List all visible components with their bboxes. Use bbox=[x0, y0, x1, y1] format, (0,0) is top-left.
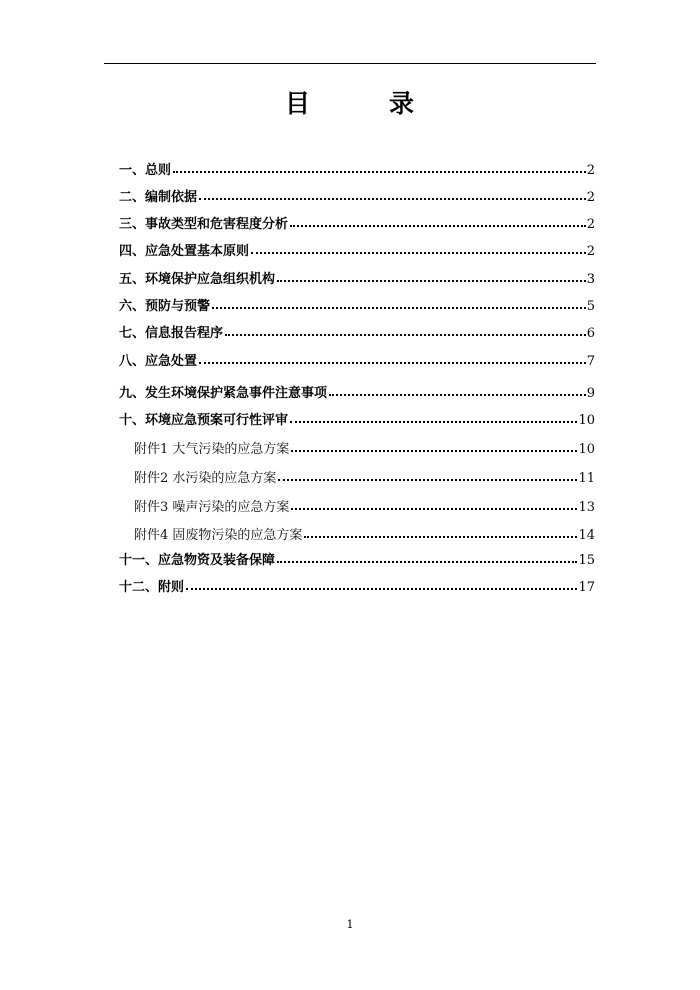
toc-entry-label: 附件1 大气污染的应急方案 bbox=[134, 442, 290, 457]
toc-entry-label: 十一、应急物资及装备保障 bbox=[119, 553, 276, 568]
page-number: 1 bbox=[346, 918, 354, 931]
toc-entry-label: 七、信息报告程序 bbox=[119, 326, 224, 341]
toc-dot-leader bbox=[212, 307, 586, 309]
toc-entry-label: 一、总则 bbox=[119, 163, 172, 178]
toc-entry-page: 2 bbox=[586, 163, 595, 178]
toc-entry-page: 5 bbox=[586, 299, 595, 314]
header-rule bbox=[104, 63, 596, 64]
toc-dot-leader bbox=[277, 561, 577, 563]
toc-entry-page: 13 bbox=[578, 500, 595, 515]
toc-entry-organization[interactable] bbox=[119, 270, 595, 290]
toc-dot-leader bbox=[251, 252, 586, 254]
toc-entry-page: 17 bbox=[578, 580, 595, 595]
toc-dot-leader bbox=[291, 508, 577, 510]
toc-entry-label: 二、编制依据 bbox=[119, 190, 198, 205]
title-char-2: 录 bbox=[389, 89, 416, 118]
toc-entry-basic-principles[interactable] bbox=[119, 242, 595, 262]
toc-dot-leader bbox=[304, 536, 577, 538]
toc-dot-leader bbox=[186, 588, 577, 590]
toc-entry-label: 三、事故类型和危害程度分析 bbox=[119, 217, 289, 232]
toc-dot-leader bbox=[291, 450, 577, 452]
toc-entry-general-provisions[interactable] bbox=[119, 161, 595, 181]
toc-entry-feasibility-review[interactable] bbox=[119, 411, 595, 431]
toc-entry-page: 14 bbox=[578, 528, 595, 543]
toc-entry-page: 7 bbox=[586, 354, 595, 369]
toc-entry-compilation-basis[interactable] bbox=[119, 188, 595, 208]
toc-entry-page: 2 bbox=[586, 244, 595, 259]
title-char-1: 目 bbox=[284, 89, 311, 118]
toc-entry-label: 六、预防与预警 bbox=[119, 299, 211, 314]
toc-entry-page: 2 bbox=[586, 217, 595, 232]
toc-entry-page: 3 bbox=[586, 272, 595, 287]
toc-entry-label: 九、发生环境保护紧急事件注意事项 bbox=[119, 386, 328, 401]
toc-dot-leader bbox=[290, 225, 586, 227]
toc-entry-label: 附件3 噪声污染的应急方案 bbox=[134, 500, 290, 515]
toc-entry-label: 四、应急处置基本原则 bbox=[119, 244, 250, 259]
toc-entry-reporting-procedure[interactable] bbox=[119, 324, 595, 344]
toc-dot-leader bbox=[199, 198, 586, 200]
toc-entry-annex-3[interactable] bbox=[134, 498, 595, 518]
toc-entry-page: 11 bbox=[578, 471, 595, 486]
toc-entry-page: 2 bbox=[586, 190, 595, 205]
toc-entry-label: 十二、附则 bbox=[119, 580, 185, 595]
toc-entry-label: 附件2 水污染的应急方案 bbox=[134, 471, 277, 486]
toc-entry-emergency-handling[interactable] bbox=[119, 352, 595, 372]
toc-entry-precautions[interactable] bbox=[119, 384, 595, 404]
toc-entry-page: 9 bbox=[586, 386, 595, 401]
toc-dot-leader bbox=[278, 479, 577, 481]
toc-dot-leader bbox=[290, 421, 577, 423]
toc-entry-annex-1[interactable] bbox=[134, 440, 595, 460]
toc-dot-leader bbox=[225, 334, 586, 336]
toc-dot-leader bbox=[173, 171, 586, 173]
toc-entry-materials-equipment[interactable] bbox=[119, 551, 595, 571]
page-title bbox=[104, 86, 596, 122]
toc-dot-leader bbox=[199, 362, 586, 364]
toc-dot-leader bbox=[329, 394, 586, 396]
toc-entry-prevention-warning[interactable] bbox=[119, 297, 595, 317]
toc-entry-page: 15 bbox=[578, 553, 595, 568]
toc-entry-page: 10 bbox=[578, 442, 595, 457]
toc-entry-label: 十、环境应急预案可行性评审 bbox=[119, 413, 289, 428]
toc-dot-leader bbox=[277, 280, 586, 282]
toc-entry-page: 10 bbox=[578, 413, 595, 428]
toc-entry-annex-4[interactable] bbox=[134, 526, 595, 546]
toc-entry-label: 五、环境保护应急组织机构 bbox=[119, 272, 276, 287]
toc-entry-label: 八、应急处置 bbox=[119, 354, 198, 369]
toc-entry-annex-2[interactable] bbox=[134, 469, 595, 489]
toc-entry-supplementary-provisions[interactable] bbox=[119, 578, 595, 598]
toc-entry-label: 附件4 固废物污染的应急方案 bbox=[134, 528, 303, 543]
toc-entry-page: 6 bbox=[586, 326, 595, 341]
toc-entry-accident-types[interactable] bbox=[119, 215, 595, 235]
